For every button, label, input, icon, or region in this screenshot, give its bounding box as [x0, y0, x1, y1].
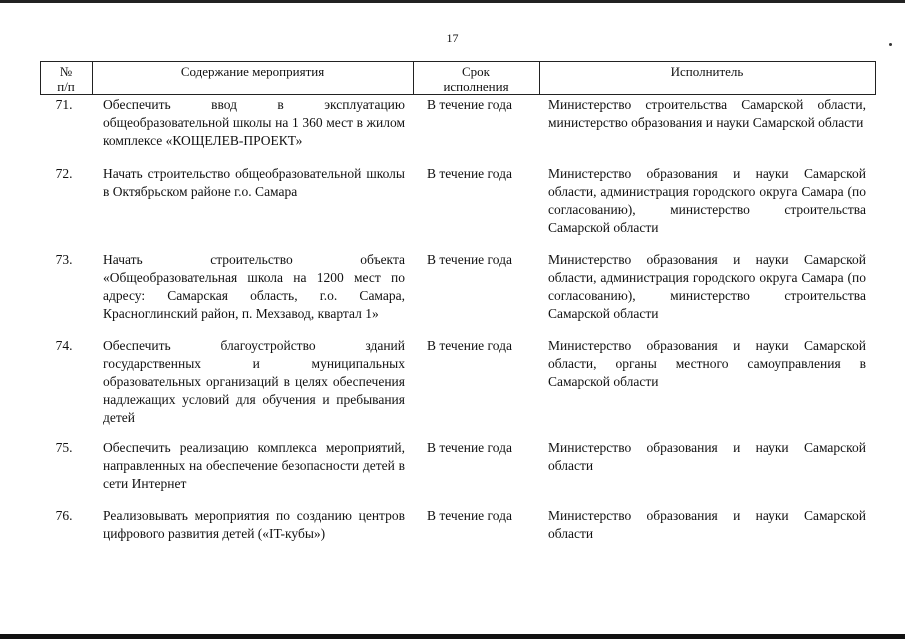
- row-executor: Министерство строительства Самарской области, министерство образования и науки Самарской области: [548, 97, 866, 130]
- row-executor: Министерство образования и науки Самарской области: [548, 440, 866, 473]
- row-term: В течение года: [427, 252, 512, 267]
- row-term: В течение года: [427, 440, 512, 455]
- row-number: 71.: [55, 97, 73, 112]
- row-number: 76.: [55, 508, 73, 523]
- header-term: [413, 64, 539, 94]
- row-executor: Министерство образования и науки Самарской области: [548, 508, 866, 541]
- row-executor: Министерство образования и науки Самарской области, органы местного самоуправления в Самарской области: [548, 338, 866, 389]
- row-executor: Министерство образования и науки Самарской области, администрация городского округа Самара (по согласованию), министерство строительства Самарской области: [548, 166, 866, 235]
- header-num-line2: п/п: [57, 79, 75, 94]
- row-content: Начать строительство общеобразовательной школы в Октябрьском районе г.о. Самара: [103, 166, 405, 199]
- bottom-border: [0, 634, 905, 639]
- row-term: В течение года: [427, 508, 512, 523]
- row-content: Обеспечить реализацию комплекса мероприятий, направленных на обеспечение безопасности детей в сети Интернет: [103, 440, 405, 491]
- header-exec: Исполнитель: [670, 64, 744, 79]
- page-number: 17: [446, 31, 459, 45]
- row-content: Обеспечить благоустройство зданий государственных и муниципальных образовательных организаций в целях обеспечения надлежащих условий для обучения и пребывания детей: [103, 338, 405, 425]
- header-num: [40, 64, 92, 94]
- row-number: 75.: [55, 440, 73, 455]
- row-executor: Министерство образования и науки Самарской области, администрация городского округа Самара (по согласованию), министерство строительства Самарской области: [548, 252, 866, 321]
- row-number: 72.: [55, 166, 73, 181]
- scan-speck: [889, 43, 892, 46]
- row-content: Обеспечить ввод в эксплуатацию общеобразовательной школы на 1 360 мест в жилом комплексе «КОЩЕЛЕВ-ПРОЕКТ»: [103, 97, 405, 148]
- top-border: [0, 0, 905, 3]
- row-content: Реализовывать мероприятия по созданию центров цифрового развития детей («IT-кубы»): [103, 508, 405, 541]
- header-content: Содержание мероприятия: [180, 64, 325, 79]
- header-term-line1: Срок: [462, 64, 490, 79]
- header-num-line1: №: [59, 64, 73, 79]
- row-content: Начать строительство объекта «Общеобразовательная школа на 1200 мест по адресу: Самарская область, г.о. Самара, Красноглинский район, п. Мехзавод, квартал 1»: [103, 252, 405, 321]
- row-term: В течение года: [427, 97, 512, 112]
- row-term: В течение года: [427, 166, 512, 181]
- row-term: В течение года: [427, 338, 512, 353]
- header-top-rule: [40, 61, 875, 62]
- header-divider: [875, 61, 876, 95]
- header-term-line2: исполнения: [443, 79, 509, 94]
- header-bottom-rule: [40, 94, 875, 95]
- row-number: 74.: [55, 338, 73, 353]
- row-number: 73.: [55, 252, 73, 267]
